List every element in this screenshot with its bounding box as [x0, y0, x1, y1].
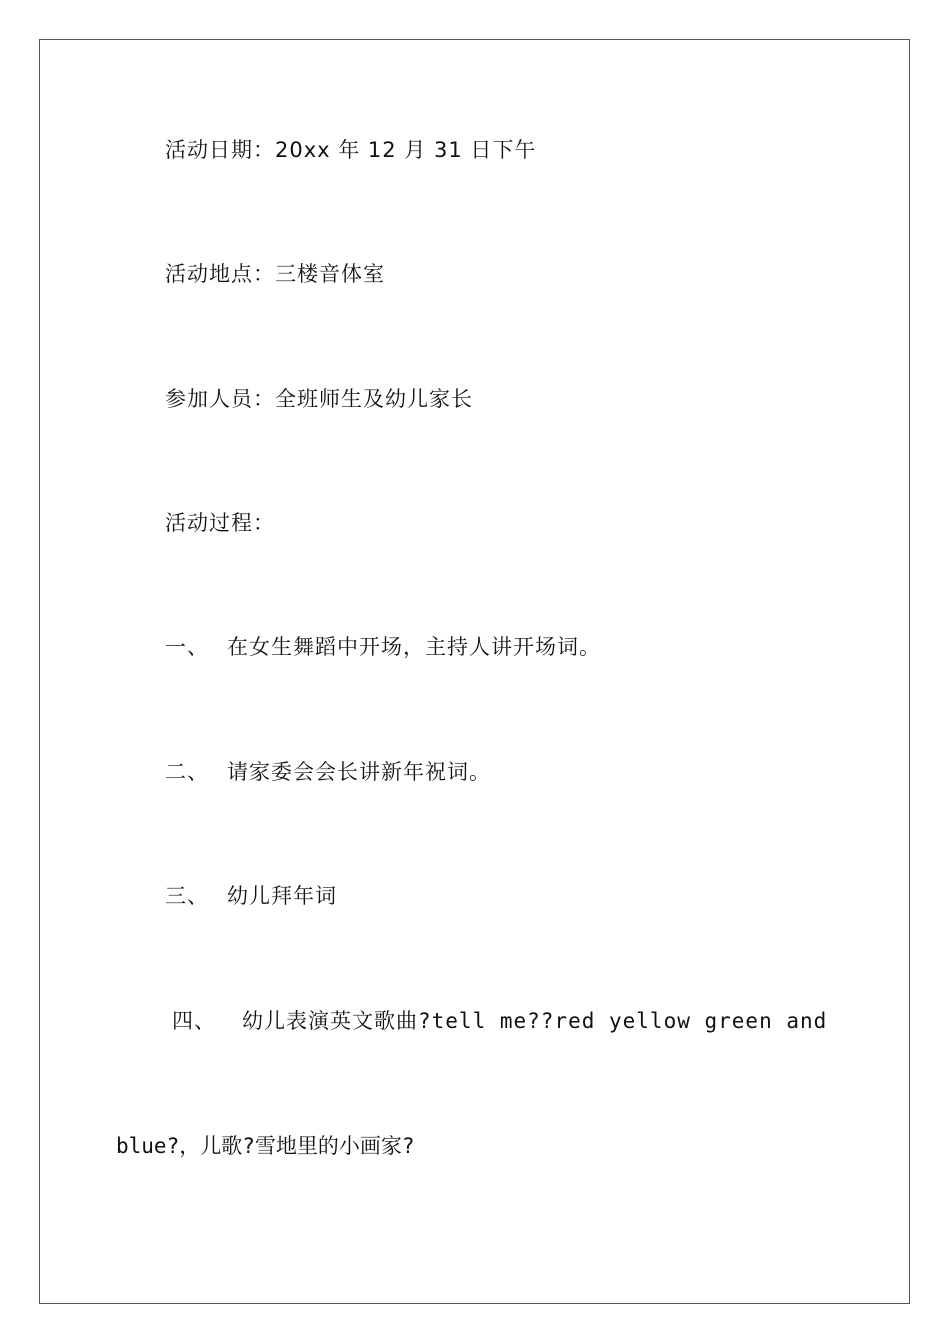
activity-participants: 参加人员：全班师生及幼儿家长 — [165, 387, 473, 411]
list-item — [165, 634, 601, 660]
list-item-number: 一、 — [165, 635, 209, 659]
list-item-text: 请家委会会长讲新年祝词。 — [227, 760, 491, 784]
list-item — [165, 883, 337, 909]
activity-location: 活动地点：三楼音体室 — [165, 262, 385, 286]
list-item — [165, 759, 491, 785]
list-item-text: 幼儿表演英文歌曲?tell me??red yellow green and — [242, 1009, 828, 1033]
list-item-text: 在女生舞蹈中开场，主持人讲开场词。 — [227, 635, 601, 659]
list-item — [172, 1008, 827, 1034]
activity-date: 活动日期：20xx 年 12 月 31 日下午 — [165, 138, 537, 162]
list-item-continuation: blue?，儿歌?雪地里的小画家? — [116, 1134, 415, 1158]
list-item-number: 二、 — [165, 760, 209, 784]
activity-process-heading: 活动过程： — [165, 511, 275, 535]
page-border — [39, 39, 910, 1304]
list-item-number: 四、 — [172, 1009, 216, 1033]
list-item-text: 幼儿拜年词 — [227, 884, 337, 908]
list-item-number: 三、 — [165, 884, 209, 908]
